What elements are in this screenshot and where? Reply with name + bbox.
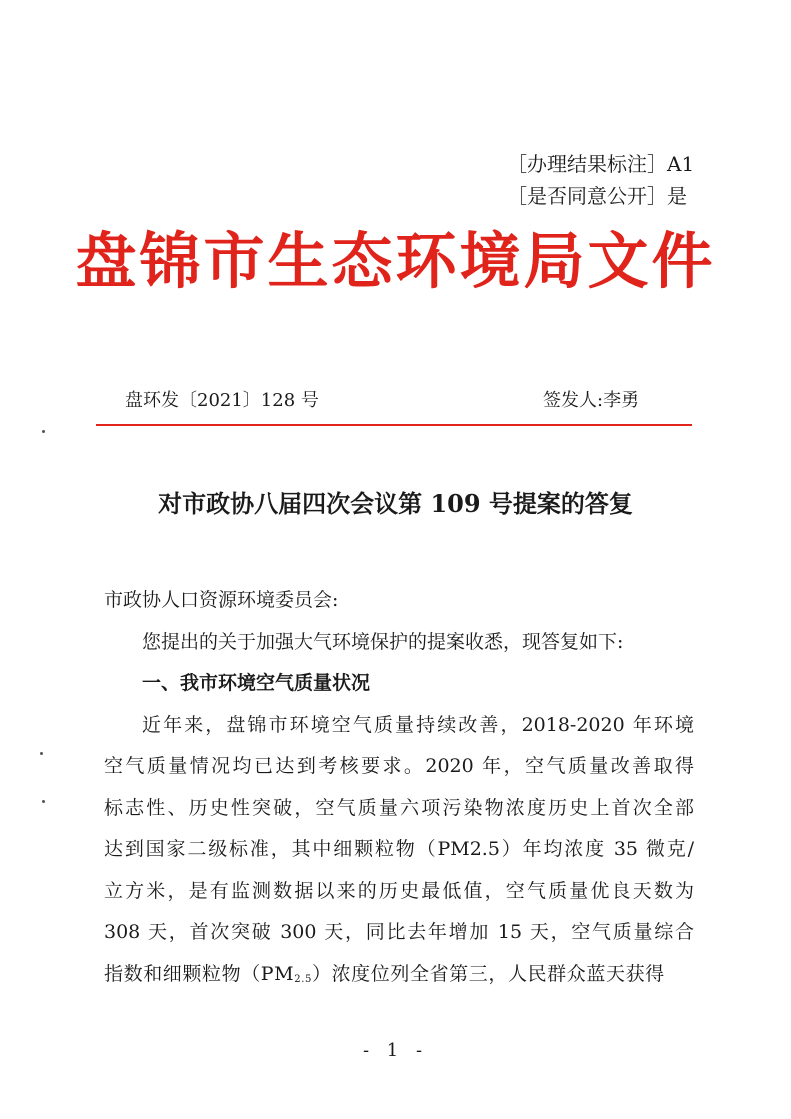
red-divider	[96, 424, 692, 426]
intro-paragraph: 您提出的关于加强大气环境保护的提案收悉，现答复如下:	[142, 630, 624, 653]
public-mark: ［是否同意公开］是	[507, 184, 687, 208]
paragraph-line: 标志性、历史性突破，空气质量六项污染物浓度历史上首次全部	[104, 796, 694, 819]
salutation: 市政协人口资源环境委员会:	[104, 589, 339, 611]
result-mark: ［办理结果标注］A1	[507, 152, 695, 176]
scan-speck	[42, 800, 45, 803]
document-number: 盘环发〔2021〕128 号	[125, 390, 319, 411]
subscript: 2.5	[294, 973, 312, 985]
document-body	[104, 580, 694, 995]
processing-marks	[507, 148, 694, 212]
page-number: - 1 -	[362, 1040, 429, 1061]
document-title: 对市政协八届四次会议第 109 号提案的答复	[158, 489, 633, 518]
paragraph-line: 达到国家二级标准，其中细颗粒物（PM2.5）年均浓度 35 微克/	[104, 838, 694, 860]
paragraph-line	[104, 954, 694, 996]
paragraph-line: 308 天，首次突破 300 天，同比去年增加 15 天，空气质量综合	[104, 921, 694, 943]
paragraph-line: 近年来，盘锦市环境空气质量持续改善，2018-2020 年环境	[142, 713, 694, 736]
paragraph-line: 立方米，是有监测数据以来的历史最低值，空气质量优良天数为	[104, 879, 694, 902]
section-heading: 一、我市环境空气质量状况	[142, 672, 371, 694]
paragraph-text: ）浓度位列全省第三，人民群众蓝天获得	[311, 962, 665, 985]
scan-speck	[40, 752, 43, 755]
signer: 签发人:李勇	[543, 390, 640, 411]
paragraph-text: 指数和细颗粒物（PM	[104, 962, 295, 985]
agency-header: 盘锦市生态环境局文件	[75, 226, 716, 297]
scan-speck	[42, 430, 45, 433]
paragraph-line: 空气质量情况均已达到考核要求。2020 年，空气质量改善取得	[104, 755, 694, 777]
